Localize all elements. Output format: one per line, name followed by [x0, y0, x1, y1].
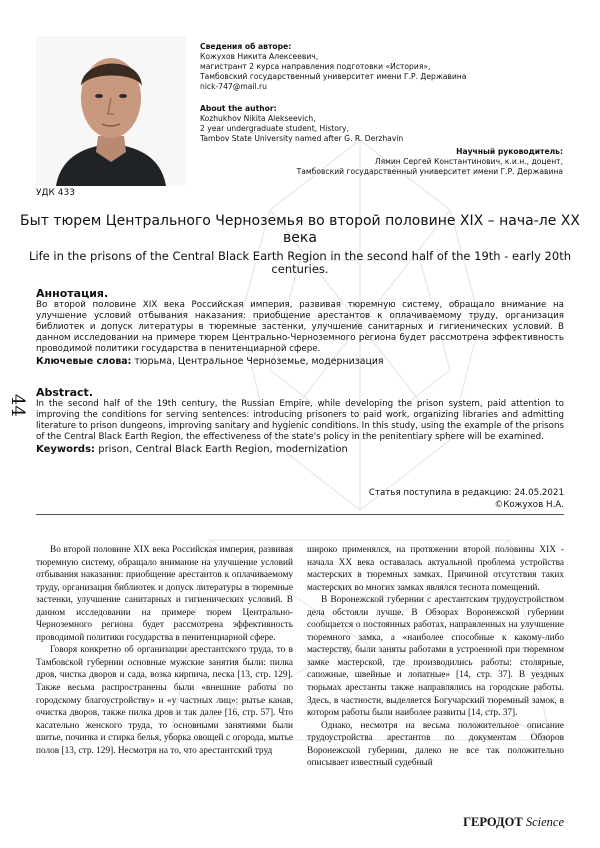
- paragraph: Говоря конкретно об организации арестантского труда, то в Тамбовской губернии основные мужские занятия были: пилка дров, чистка дворов и сада, возка кирпича, песка [13, стр. 129]. Также весьма распространены были «внешние работы по городскому благоустройству» и «у частных лиц»: рытье канав, очистка дворов, также пилка дров и так далее [16, стр. 57]. Что касательно женского труда, то основными занятиями были шитье, починка и стирка белья, уборка овощей с огорода, мытье полов [13, стр. 129]. Несмотря на то, что арестантский труд: [36, 645, 293, 756]
- received-info: [264, 487, 564, 511]
- annotation-text: Во второй половине XIX века Российская империя, развивая тюремную систему, обращало внимание на улучшение условий отбывания наказания: приобщение арестантов к оплачиваемому труду, организация библиотек и допуск литературы в тюремные застенки, улучшение санитарных и гигиенических условий. В данном исследовании на примере тюрем Центрально-Черноземного региона будет рассмотрена эффективность проводимой политики государства в пенитенциарной сфере.: [36, 300, 564, 354]
- advisor-info: [250, 147, 563, 177]
- divider: [36, 514, 564, 515]
- keywords-value-en: prison, Central Black Earth Region, modernization: [98, 444, 348, 455]
- keywords-label: Ключевые слова:: [36, 356, 132, 367]
- author-ru-line: магистрант 2 курса направления подготовки «История»,: [200, 62, 431, 71]
- advisor-heading: Научный руководитель:: [456, 147, 563, 156]
- author-en-line: 2 year undergraduate student, History,: [200, 124, 349, 133]
- author-email: nick-747@mail.ru: [200, 82, 267, 91]
- abstract-text: In the second half of the 19th century, the Russian Empire, while developing the prison system, paid attention to improving the conditions for serving sentences: introducing prisoners to paid work, organizing libraries and admitting literature to prison dungeons, improving sanitary and hygienic conditions. In this study, using the example of the prisons of the Central Black Earth Region, the effectiveness of the state's policy in the penitentiary sphere will be examined.: [36, 399, 564, 442]
- author-ru-heading: Сведения об авторе:: [200, 42, 292, 51]
- body-column-right: [307, 544, 564, 770]
- keywords-value: тюрьма, Центральное Черноземье, модернизация: [134, 356, 384, 367]
- paragraph: широко применялся, на протяжении второй половины XIX - начала XX века оставалась актуальной проблема устройства мастерских в тюремных замках. Причиной отсутствия таких мастерских во многих замках являлся теснота помещений.: [307, 545, 564, 593]
- annotation-block: [36, 287, 564, 368]
- author-ru-line: Кожухов Никита Алексеевич,: [200, 52, 319, 61]
- article-title-ru: Быт тюрем Центрального Черноземья во второй половине XIX – нача-ле XX века: [20, 213, 580, 246]
- abstract-heading: Abstract.: [36, 386, 93, 399]
- advisor-line: Лямин Сергей Константинович, к.и.н., доцент,: [374, 157, 563, 166]
- author-en-heading: About the author:: [200, 104, 277, 113]
- author-info: [200, 42, 580, 144]
- abstract-block: [36, 386, 564, 456]
- author-photo: [36, 36, 186, 186]
- author-ru-line: Тамбовский государственный университет имени Г.Р. Державина: [200, 72, 467, 81]
- brand-name: ГЕРОДОТ: [463, 815, 523, 829]
- paragraph: Во второй половине XIX века Российская империя, развивая тюремную систему, обращало внимание на улучшение условий отбывания наказания: приобщение арестантов к оплачиваемому труду, организация библиотек и допуск литературы в тюремные застенки, улучшение санитарных и гигиенических условий. В данном исследовании на примере тюрем Центрально-Черноземного региона будет рассмотрена эффективность проводимой политики государства в пенитенциарной сфере.: [36, 545, 293, 643]
- advisor-line: Тамбовский государственный университет имени Г.Р. Державина: [296, 167, 563, 176]
- journal-brand: [463, 815, 564, 830]
- annotation-keywords: [36, 355, 564, 368]
- copyright: ©Кожухов Н.А.: [494, 500, 564, 510]
- paragraph: В Воронежской губернии с арестантским трудоустройством дела обстояли лучше. В Обзорах Воронежской губернии сообщается о постоянных работах, направленных на улучшение тюремного замка, а «наиболее способные к какому-либо мастерству, были заняты работами в устроенной при тюремном замке мастерской, где производились работы: столярные, сапожные, швейные и лопатные» [14, стр. 37]. В уездных тюрьмах арестанты также направлялись на городские работы. Здесь, в частности, выделяется Богучарский тюремный замок, в котором работы были наиболее развиты [14, стр. 37].: [307, 595, 564, 719]
- author-en-line: Tambov State University named after G. R. Derzhavin: [200, 134, 404, 143]
- author-en-line: Kozhukhov Nikita Alekseevich,: [200, 114, 316, 123]
- article-title-en: Life in the prisons of the Central Black Earth Region in the second half of the 19th - early 20th centuries.: [29, 249, 571, 276]
- body-column-left: [36, 544, 293, 757]
- abstract-keywords: [36, 443, 564, 456]
- keywords-label-en: Keywords:: [36, 444, 96, 455]
- annotation-heading: Аннотация.: [36, 287, 109, 300]
- udk-code: УДК 433: [36, 188, 75, 198]
- paragraph: Однако, несмотря на весьма положительное описание трудоустройства арестантов по документам Обзоров Воронежской губернии, далеко не все так положительно описывает известный судебный: [307, 720, 564, 769]
- received-date: Статья поступила в редакцию: 24.05.2021: [368, 488, 564, 498]
- page-number: 44: [6, 394, 28, 417]
- brand-sub: Science: [525, 815, 564, 829]
